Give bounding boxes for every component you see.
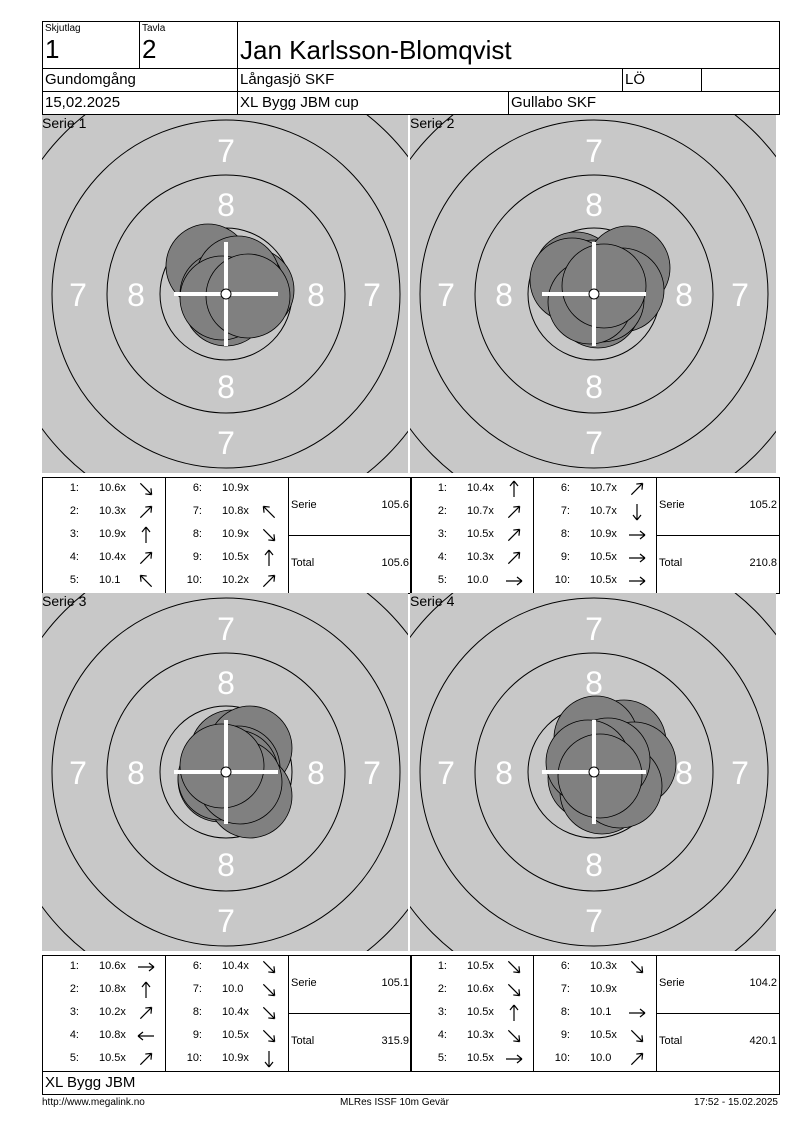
shot-number: 6: (192, 960, 202, 972)
shot-row (43, 482, 165, 504)
shot-number: 2: (69, 983, 79, 995)
shot-number: 8: (192, 528, 202, 540)
shot-row (411, 551, 533, 573)
shot-number: 7: (192, 505, 202, 517)
shot-row (534, 505, 656, 527)
shot-row (411, 983, 533, 1005)
ring-number: 8 (585, 665, 603, 701)
direction-arrow-icon (137, 503, 155, 521)
target-panel-4 (410, 593, 776, 951)
shot-hole (562, 244, 646, 328)
serie-sum-label: Serie (659, 499, 685, 511)
shot-row (411, 528, 533, 550)
serie-sum-label: Serie (291, 499, 317, 511)
serie-label: Serie 4 (410, 593, 455, 609)
shot-value: 10.3x (467, 1029, 494, 1041)
shot-value: 10.7x (590, 505, 617, 517)
direction-arrow-icon (137, 981, 155, 999)
shooter-name: Jan Karlsson-Blomqvist (240, 35, 512, 65)
shot-row (411, 505, 533, 527)
shot-value: 10.9x (590, 528, 617, 540)
shot-value: 10.4x (467, 482, 494, 494)
shot-value: 10.8x (99, 1029, 126, 1041)
competition-date: 15,02.2025 (45, 94, 121, 111)
shot-value: 10.4x (222, 1006, 249, 1018)
shot-number: 5: (69, 1052, 79, 1064)
shot-row (43, 960, 165, 982)
direction-arrow-icon (628, 1004, 646, 1022)
ring-number: 8 (217, 369, 235, 405)
shot-number: 5: (437, 574, 447, 586)
shot-row (411, 960, 533, 982)
direction-arrow-icon (505, 1027, 523, 1045)
shot-number: 4: (69, 551, 79, 563)
shot-value: 10.5x (222, 551, 249, 563)
shot-row (534, 983, 656, 1005)
shot-value: 10.0 (590, 1052, 612, 1064)
serie-sum-value: 105.1 (381, 977, 409, 989)
direction-arrow-icon (628, 572, 646, 590)
direction-arrow-icon (505, 981, 523, 999)
direction-arrow-icon (137, 958, 155, 976)
shot-hole (180, 724, 264, 808)
shot-number: 4: (437, 551, 447, 563)
shot-number: 2: (69, 505, 79, 517)
shot-value: 10.1 (99, 574, 121, 586)
target-panel-3 (42, 593, 408, 951)
ring-number: 7 (69, 755, 87, 791)
shot-row (166, 1029, 288, 1051)
shot-value: 10.3x (99, 505, 126, 517)
footer-title: XL Bygg JBM (45, 1074, 136, 1091)
ring-number: 7 (731, 277, 749, 313)
shot-value: 10.6x (99, 960, 126, 972)
ring-number: 8 (495, 277, 513, 313)
round-cell (42, 68, 238, 92)
serie-sum-value: 105.2 (749, 499, 777, 511)
shot-value: 10.0 (222, 983, 244, 995)
total-sum-label: Total (659, 557, 683, 569)
tavla-value: 2 (142, 34, 157, 64)
ring-number: 8 (217, 665, 235, 701)
shot-row (166, 528, 288, 550)
target-panel-2 (410, 115, 776, 473)
shot-number: 7: (560, 983, 570, 995)
serie-sum-value: 104.2 (749, 977, 777, 989)
direction-arrow-icon (628, 549, 646, 567)
shot-number: 10: (554, 1052, 570, 1064)
sum-divider (288, 535, 411, 536)
shot-number: 6: (560, 960, 570, 972)
direction-arrow-icon (260, 1027, 278, 1045)
shot-number: 1: (69, 960, 79, 972)
shot-value: 10.3x (590, 960, 617, 972)
tavla-label: Tavla (142, 23, 166, 34)
ring-number: 8 (127, 755, 145, 791)
tavla-cell (139, 21, 238, 69)
ring-number: 8 (217, 187, 235, 223)
target-chart (42, 115, 408, 473)
shot-row (534, 960, 656, 982)
ring-number: 7 (217, 903, 235, 939)
total-sum-label: Total (291, 1035, 315, 1047)
shot-value: 10.2x (99, 1006, 126, 1018)
ring-number: 7 (585, 425, 603, 461)
ring-number: 7 (585, 903, 603, 939)
direction-arrow-icon (628, 1050, 646, 1068)
footer-title-cell (42, 1071, 780, 1095)
ring-number: 8 (675, 277, 693, 313)
shot-number: 8: (560, 528, 570, 540)
shot-number: 8: (560, 1006, 570, 1018)
ring-number: 7 (217, 425, 235, 461)
shot-number: 9: (560, 551, 570, 563)
competition-name: XL Bygg JBM cup (240, 94, 359, 111)
sum-divider (288, 1013, 411, 1014)
shot-row (43, 1006, 165, 1028)
shot-number: 4: (437, 1029, 447, 1041)
direction-arrow-icon (260, 1050, 278, 1068)
shot-row (411, 1006, 533, 1028)
shot-value: 10.8x (222, 505, 249, 517)
shot-row (43, 528, 165, 550)
shot-row (166, 505, 288, 527)
shot-row (43, 505, 165, 527)
shot-row (534, 1006, 656, 1028)
direction-arrow-icon (137, 1050, 155, 1068)
shot-value: 10.9x (222, 528, 249, 540)
ring-number: 7 (217, 133, 235, 169)
center-dot (221, 289, 231, 299)
shot-value: 10.5x (590, 551, 617, 563)
shot-value: 10.5x (590, 1029, 617, 1041)
direction-arrow-icon (628, 958, 646, 976)
shot-value: 10.8x (99, 983, 126, 995)
serie-label: Serie 2 (410, 115, 455, 131)
shot-number: 6: (192, 482, 202, 494)
direction-arrow-icon (260, 503, 278, 521)
shot-number: 10: (554, 574, 570, 586)
skjutlag-label: Skjutlag (45, 23, 81, 34)
shot-number: 3: (69, 528, 79, 540)
shooter-name-cell (237, 21, 780, 69)
shot-row (534, 551, 656, 573)
direction-arrow-icon (137, 526, 155, 544)
direction-arrow-icon (260, 549, 278, 567)
direction-arrow-icon (260, 526, 278, 544)
shot-value: 10.5x (99, 1052, 126, 1064)
shot-row (166, 960, 288, 982)
serie-sum-value: 105.6 (381, 499, 409, 511)
ring-number: 8 (127, 277, 145, 313)
shot-row (166, 1006, 288, 1028)
shot-number: 1: (69, 482, 79, 494)
shot-value: 10.5x (590, 574, 617, 586)
shot-value: 10.5x (467, 960, 494, 972)
shot-value: 10.5x (467, 1006, 494, 1018)
shot-value: 10.9x (222, 482, 249, 494)
shot-row (411, 1029, 533, 1051)
shot-number: 10: (186, 574, 202, 586)
serie-sum-label: Serie (659, 977, 685, 989)
date-cell (42, 91, 238, 115)
skjutlag-value: 1 (45, 34, 60, 64)
direction-arrow-icon (260, 572, 278, 590)
serie-label: Serie 1 (42, 115, 87, 131)
direction-arrow-icon (628, 1027, 646, 1045)
ring-number: 7 (363, 755, 381, 791)
shot-value: 10.5x (467, 528, 494, 540)
shot-value: 10.7x (590, 482, 617, 494)
shot-table (42, 955, 412, 1072)
shot-number: 7: (560, 505, 570, 517)
shot-table (410, 477, 780, 594)
total-sum-label: Total (291, 557, 315, 569)
shot-value: 10.4x (99, 551, 126, 563)
shot-row (43, 551, 165, 573)
direction-arrow-icon (505, 503, 523, 521)
club-cell (237, 68, 623, 92)
sum-divider (656, 1013, 779, 1014)
shot-number: 10: (186, 1052, 202, 1064)
ring-number: 8 (495, 755, 513, 791)
shot-value: 10.5x (467, 1052, 494, 1064)
direction-arrow-icon (628, 526, 646, 544)
direction-arrow-icon (137, 572, 155, 590)
target-panel-1 (42, 115, 408, 473)
direction-arrow-icon (260, 958, 278, 976)
shot-number: 2: (437, 505, 447, 517)
organizer-cell (508, 91, 780, 115)
direction-arrow-icon (137, 480, 155, 498)
direction-arrow-icon (137, 549, 155, 567)
class-name: LÖ (625, 71, 646, 88)
shot-number: 5: (437, 1052, 447, 1064)
serie-label: Serie 3 (42, 593, 87, 609)
shot-value: 10.9x (222, 1052, 249, 1064)
direction-arrow-icon (260, 981, 278, 999)
shot-value: 10.6x (467, 983, 494, 995)
direction-arrow-icon (628, 480, 646, 498)
target-chart (410, 115, 776, 473)
shot-number: 9: (560, 1029, 570, 1041)
shot-row (43, 983, 165, 1005)
shot-row (411, 482, 533, 504)
class-cell (622, 68, 702, 92)
shot-number: 3: (69, 1006, 79, 1018)
shot-row (166, 983, 288, 1005)
center-dot (589, 767, 599, 777)
shot-value: 10.5x (222, 1029, 249, 1041)
shot-number: 7: (192, 983, 202, 995)
ring-number: 7 (585, 133, 603, 169)
ring-number: 8 (585, 847, 603, 883)
shot-number: 6: (560, 482, 570, 494)
ring-number: 7 (437, 277, 455, 313)
total-sum-value: 420.1 (749, 1035, 777, 1047)
ring-number: 8 (307, 755, 325, 791)
footer-url: http://www.megalink.no (42, 1097, 145, 1108)
shot-value: 10.9x (99, 528, 126, 540)
shot-table (410, 955, 780, 1072)
skjutlag-cell (42, 21, 140, 69)
shot-row (534, 528, 656, 550)
shot-number: 8: (192, 1006, 202, 1018)
shot-value: 10.0 (467, 574, 489, 586)
shot-number: 9: (192, 1029, 202, 1041)
direction-arrow-icon (137, 1027, 155, 1045)
direction-arrow-icon (505, 549, 523, 567)
shot-hole (558, 734, 642, 818)
ring-number: 8 (307, 277, 325, 313)
shot-number: 9: (192, 551, 202, 563)
shot-value: 10.3x (467, 551, 494, 563)
shot-value: 10.6x (99, 482, 126, 494)
footer-timestamp: 17:52 - 15.02.2025 (694, 1097, 778, 1108)
ring-number: 8 (217, 847, 235, 883)
shot-number: 3: (437, 528, 447, 540)
serie-sum-label: Serie (291, 977, 317, 989)
shot-value: 10.9x (590, 983, 617, 995)
shot-number: 5: (69, 574, 79, 586)
direction-arrow-icon (137, 1004, 155, 1022)
extra-cell (701, 68, 780, 92)
direction-arrow-icon (505, 572, 523, 590)
total-sum-value: 105.6 (381, 557, 409, 569)
ring-number: 7 (437, 755, 455, 791)
shot-number: 3: (437, 1006, 447, 1018)
organizer-name: Gullabo SKF (511, 94, 597, 111)
shot-table (42, 477, 412, 594)
shot-row (534, 482, 656, 504)
direction-arrow-icon (505, 480, 523, 498)
target-chart (42, 593, 408, 951)
center-dot (589, 289, 599, 299)
direction-arrow-icon (505, 526, 523, 544)
competition-cell (237, 91, 509, 115)
ring-number: 7 (217, 611, 235, 647)
ring-number: 8 (585, 187, 603, 223)
total-sum-value: 315.9 (381, 1035, 409, 1047)
shot-row (166, 551, 288, 573)
ring-number: 7 (69, 277, 87, 313)
sum-divider (656, 535, 779, 536)
footer-software: MLRes ISSF 10m Gevär (340, 1097, 449, 1108)
direction-arrow-icon (505, 1050, 523, 1068)
shot-number: 2: (437, 983, 447, 995)
shot-value: 10.2x (222, 574, 249, 586)
shot-number: 4: (69, 1029, 79, 1041)
shot-number: 1: (437, 482, 447, 494)
ring-number: 7 (731, 755, 749, 791)
shot-row (43, 1029, 165, 1051)
direction-arrow-icon (260, 1004, 278, 1022)
ring-number: 7 (363, 277, 381, 313)
center-dot (221, 767, 231, 777)
direction-arrow-icon (505, 1004, 523, 1022)
total-sum-label: Total (659, 1035, 683, 1047)
direction-arrow-icon (628, 503, 646, 521)
club-name: Långasjö SKF (240, 71, 335, 88)
round-name: Gundomgång (45, 71, 136, 88)
total-sum-value: 210.8 (749, 557, 777, 569)
shot-row (534, 1029, 656, 1051)
ring-number: 8 (585, 369, 603, 405)
shot-value: 10.4x (222, 960, 249, 972)
target-chart (410, 593, 776, 951)
shot-value: 10.1 (590, 1006, 612, 1018)
shot-row (166, 482, 288, 504)
shot-number: 1: (437, 960, 447, 972)
ring-number: 7 (585, 611, 603, 647)
ring-number: 8 (675, 755, 693, 791)
direction-arrow-icon (505, 958, 523, 976)
shot-value: 10.7x (467, 505, 494, 517)
